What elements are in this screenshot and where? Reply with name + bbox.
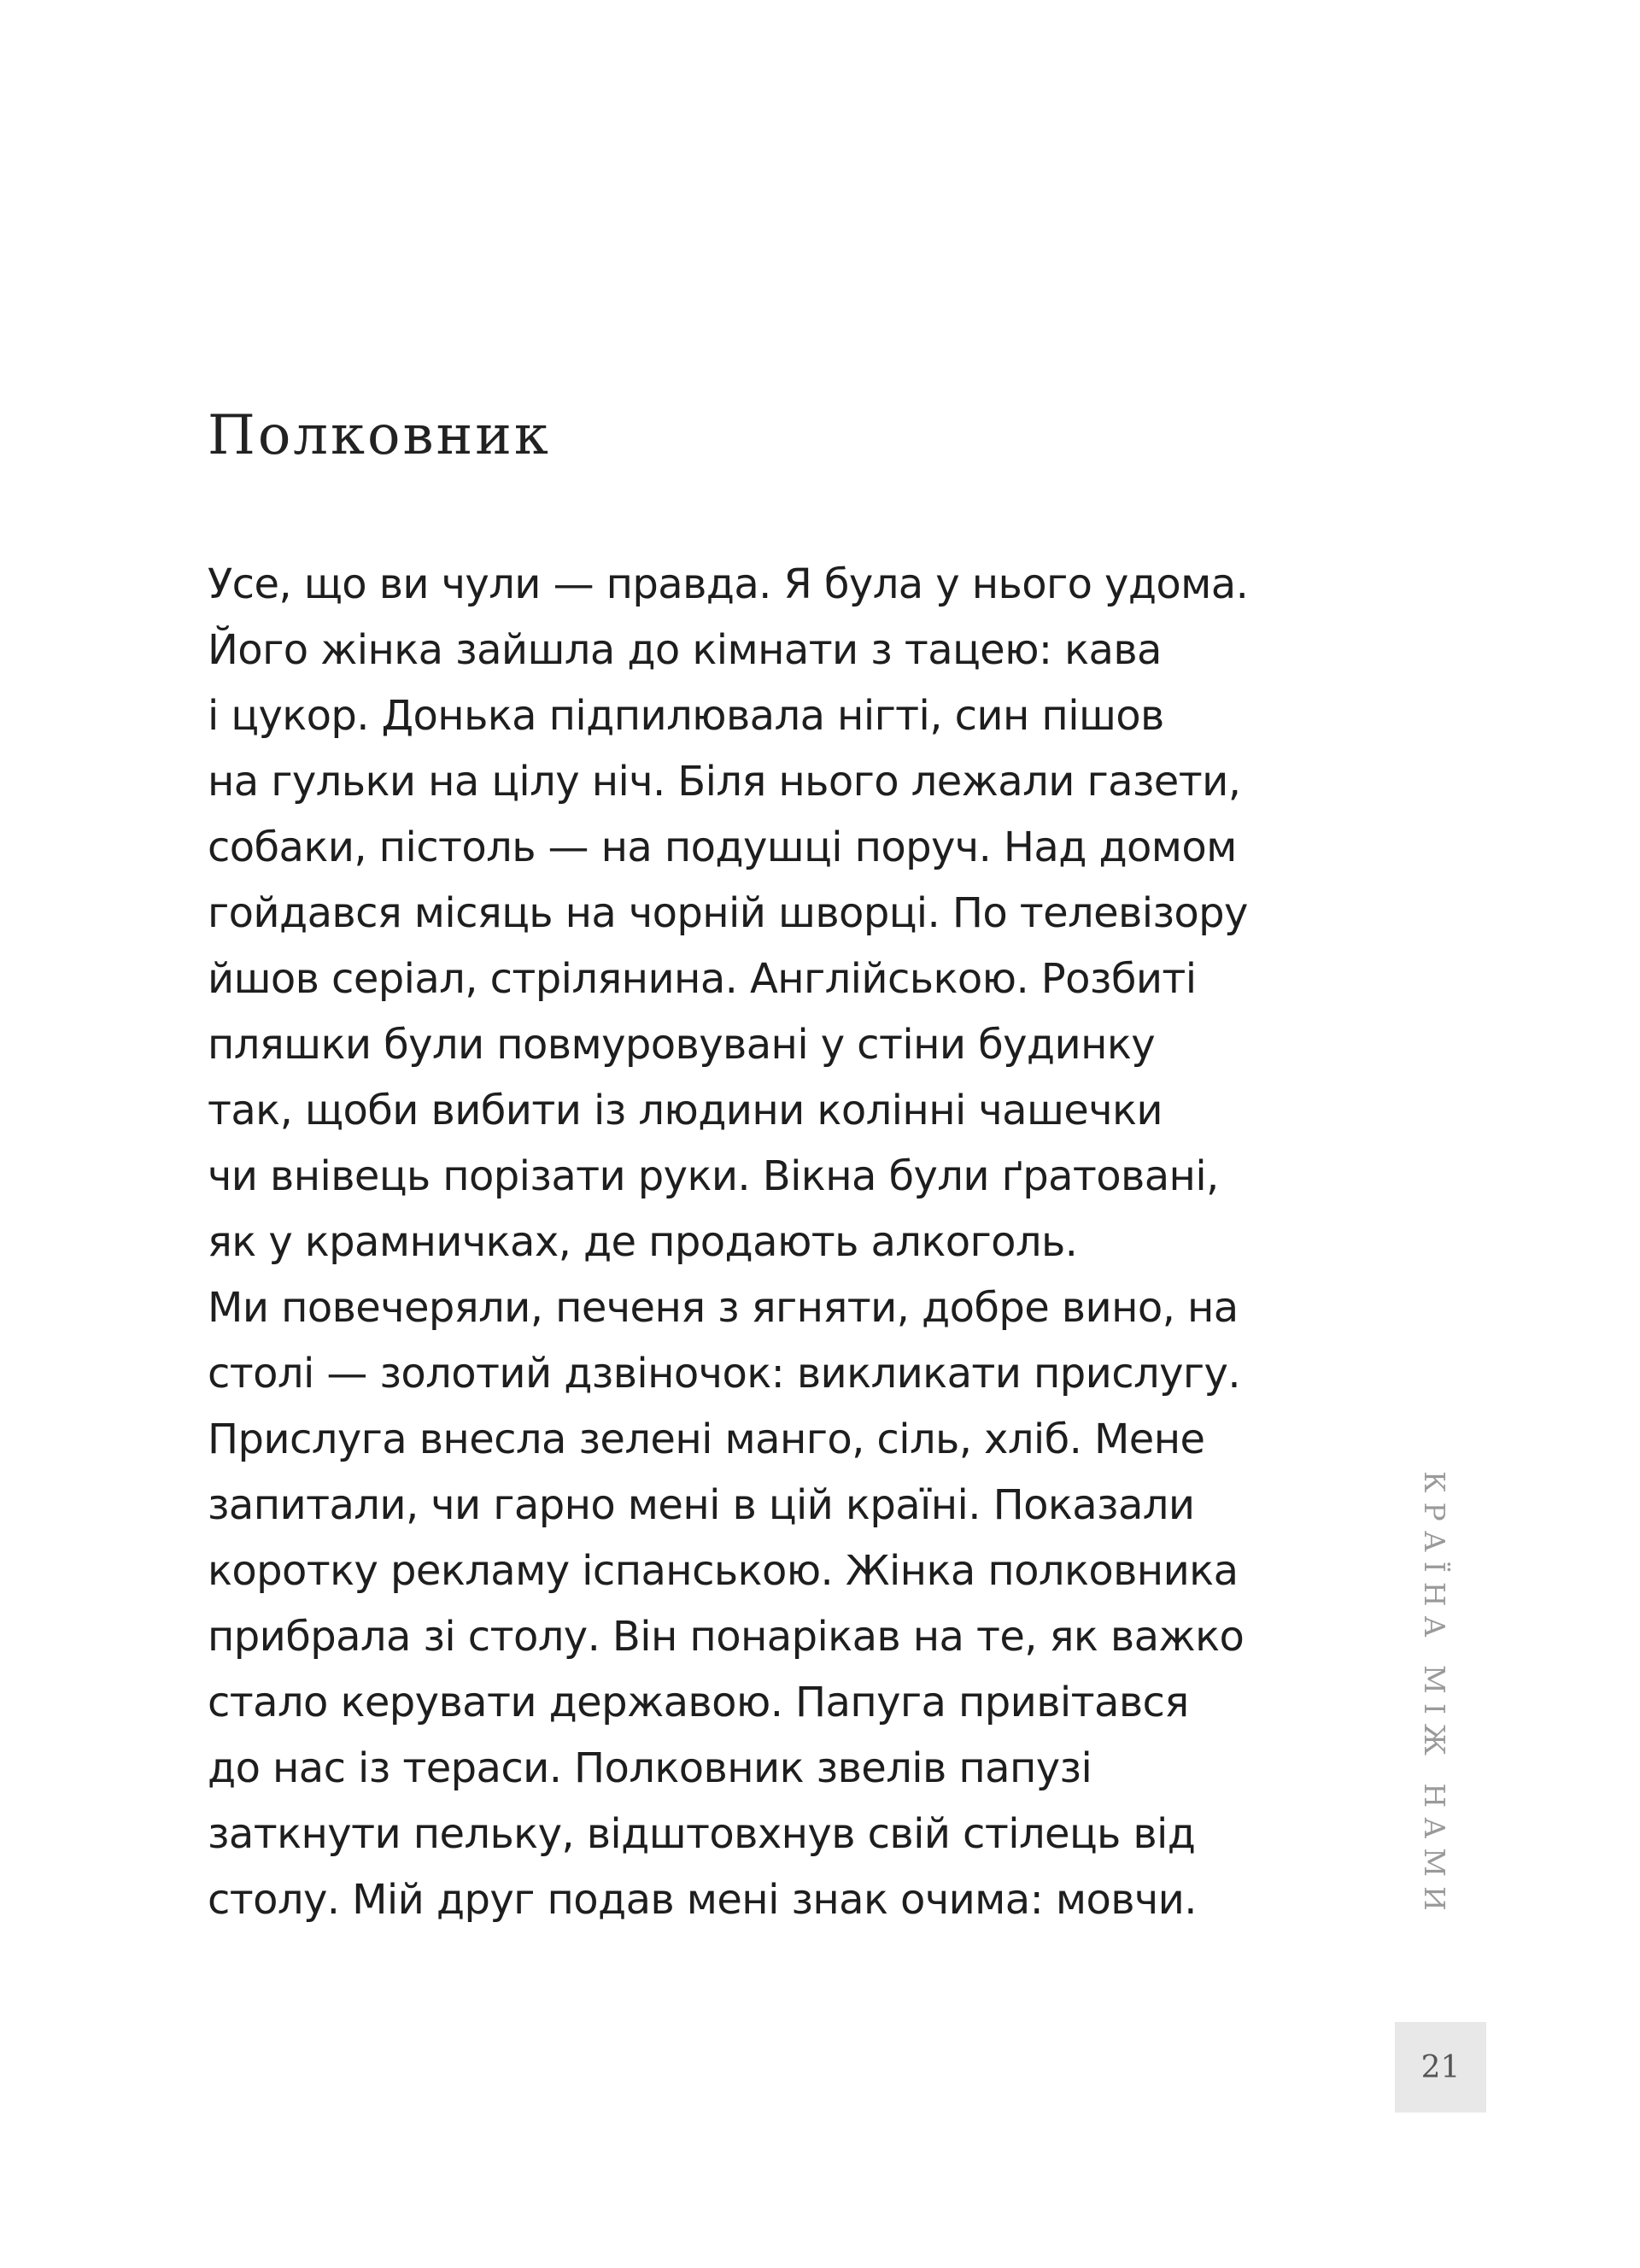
poem-line: до нас із тераси. Полковник звелів папузі bbox=[208, 1744, 1092, 1792]
poem-line: чи внівець порізати руки. Вікна були ґратовані, bbox=[208, 1152, 1219, 1200]
poem-line: пляшки були повмуровувані у стіни будинку bbox=[208, 1021, 1156, 1069]
poem-line: собаки, пістоль — на подушці поруч. Над домом bbox=[208, 823, 1237, 871]
page-number-box bbox=[1395, 2022, 1486, 2113]
poem-line: прибрала зі столу. Він понарікав на те, як важко bbox=[208, 1613, 1245, 1661]
poem-title: Полковник bbox=[208, 404, 551, 467]
poem-line: запитали, чи гарно мені в цій країні. Показали bbox=[208, 1481, 1195, 1529]
poem-line: Ми повечеряли, печеня з ягняти, добре вино, на bbox=[208, 1284, 1239, 1332]
poem-line: заткнути пельку, відштовхнув свій стілець від bbox=[208, 1810, 1196, 1858]
poem-line: Прислуга внесла зелені манго, сіль, хліб. Мене bbox=[208, 1415, 1205, 1463]
poem-body bbox=[208, 552, 1352, 1933]
poem-line: на гульки на цілу ніч. Біля нього лежали газети, bbox=[208, 758, 1241, 806]
poem-line: Його жінка зайшла до кімнати з тацею: кава bbox=[208, 626, 1162, 674]
poem-line: як у крамничках, де продають алкоголь. bbox=[208, 1218, 1078, 1266]
poem-line: так, щоби вибити із людини колінні чашечки bbox=[208, 1087, 1163, 1134]
page-number: 21 bbox=[1420, 2049, 1461, 2085]
poem-line: Усе, що ви чули — правда. Я була у нього удома. bbox=[208, 560, 1249, 608]
poem-line: коротку рекламу іспанською. Жінка полковника bbox=[208, 1547, 1239, 1595]
poem-line: столу. Мій друг подав мені знак очима: мовчи. bbox=[208, 1876, 1197, 1924]
poem-line: гойдався місяць на чорній шворці. По телевізору bbox=[208, 889, 1248, 937]
poem-line: і цукор. Донька підпилювала нігті, син пішов bbox=[208, 692, 1164, 740]
poem-line: столі — золотий дзвіночок: викликати прислугу. bbox=[208, 1350, 1241, 1398]
running-title: КРАЇНА МІЖ НАМИ bbox=[1418, 1471, 1451, 1920]
poem-line: йшов серіал, стрілянина. Англійською. Розбиті bbox=[208, 955, 1197, 1003]
poem-line: стало керувати державою. Папуга привітався bbox=[208, 1679, 1189, 1726]
